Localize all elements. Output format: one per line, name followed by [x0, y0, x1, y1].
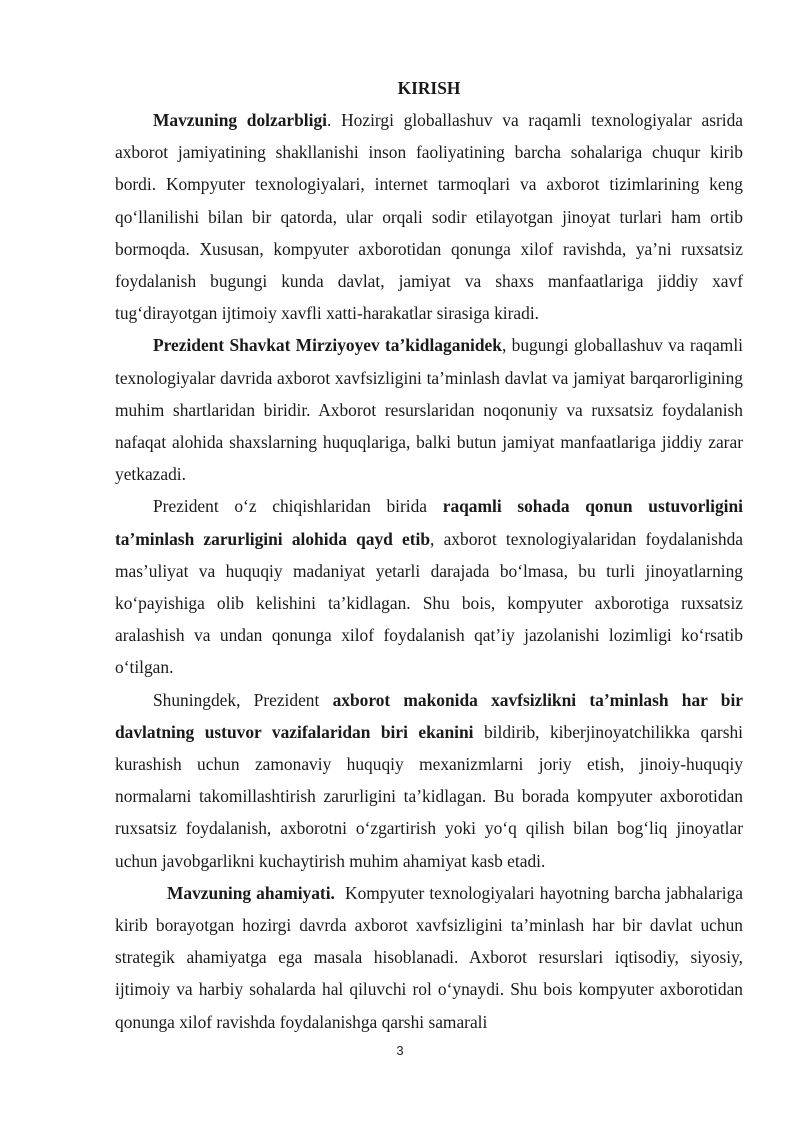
info-security-text-end: bildirib, kiberjinoyatchilikka qarshi kurashish uchun zamonaviy huquqiy mexanizmlarni joriy etish, jinoiy-huquqiy normalarni takomillashtirish zarurligini ta’kidlagan. Bu borada kompyuter axborotidan ruxsatsiz foydalanish, axborotni oʻzgartirish yoki yoʻq qilish bilan bogʻliq jinoyatlar uchun javobgarlikni kuchaytirish muhim ahamiyat kasb etadi. — [115, 721, 743, 871]
rule-of-law-text-start: Prezident oʻz chiqishlaridan birida — [153, 496, 443, 517]
paragraph-relevance — [115, 104, 743, 329]
relevance-heading: Mavzuning dolzarbligi — [153, 110, 328, 130]
page-number: 3 — [396, 1043, 404, 1058]
info-security-text-start: Shuningdek, Prezident — [153, 689, 333, 710]
rule-of-law-text-end: , axborot texnologiyalaridan foydalanishda mas’uliyat va huquqiy madaniyat yetarli darajada boʻlmasa, bu turli jinoyatlarning koʻpayishiga olib kelishini ta’kidlagan. Shu bois, kompyuter axborotiga ruxsatsiz aralashish va undan qonunga xilof foydalanish qat’iy jazolanishi lozimligi koʻrsatib oʻtilgan. — [115, 528, 744, 678]
rule-of-law-emphasis: raqamli sohada qonun ustuvorligini ta’minlash zarurligini alohida qayd etib — [115, 496, 743, 549]
president-quote-heading: Prezident Shavkat Mirziyoyev ta’kidlaganidek — [153, 335, 502, 356]
importance-heading: Mavzuning ahamiyati. — [167, 882, 335, 903]
relevance-text: . Hozirgi globallashuv va raqamli texnologiyalar asrida axborot jamiyatining shakllanishi inson faoliyatining barcha sohalariga chuqur kirib bordi. Kompyuter texnologiyalari, internet tarmoqlari va axborot tizimlarining keng qoʻllanilishi bilan bir qatorda, ular orqali sodir etilayotgan jinoyat turlari ham ortib bormoqda. Xususan, kompyuter axborotidan qonunga xilof ravishda, ya’ni ruxsatsiz foydalanish bugungi kunda davlat, jamiyat va shaxs manfaatlariga jiddiy xavf tugʻdirayotgan ijtimoiy xavfli xatti-harakatlar sirasiga kiradi. — [115, 110, 743, 324]
paragraph-information-security — [115, 684, 743, 877]
president-quote-text: , bugungi globallashuv va raqamli texnologiyalar davrida axborot xavfsizligini ta’minlash davlat va jamiyat barqarorligining muhim shartlaridan biridir. Axborot resurslaridan noqonuniy va ruxsatsiz foydalanish nafaqat alohida shaxslarning huquqlariga, balki butun jamiyat manfaatlariga jiddiy zarar yetkazadi. — [115, 335, 743, 485]
paragraph-president-quote — [115, 329, 743, 490]
paragraph-rule-of-law — [115, 490, 743, 683]
section-title: KIRISH — [397, 78, 461, 98]
paragraph-importance — [115, 877, 748, 1038]
importance-text: Kompyuter texnologiyalari hayotning barcha jabhalariga kirib borayotgan hozirgi davrda axborot xavfsizligini ta’minlash har bir davlat uchun strategik ahamiyatga ega masala hisoblanadi. Axborot resurslari iqtisodiy, siyosiy, ijtimoiy va harbiy sohalarda hal qiluvchi rol oʻynaydi. Shu bois kompyuter axborotidan qonunga xilof ravishda foydalanishga qarshi samarali — [115, 882, 748, 1032]
document-page — [115, 72, 748, 1038]
info-security-emphasis: axborot makonida xavfsizlikni ta’minlash har bir davlatning ustuvor vazifalaridan biri ekanini — [115, 689, 743, 742]
